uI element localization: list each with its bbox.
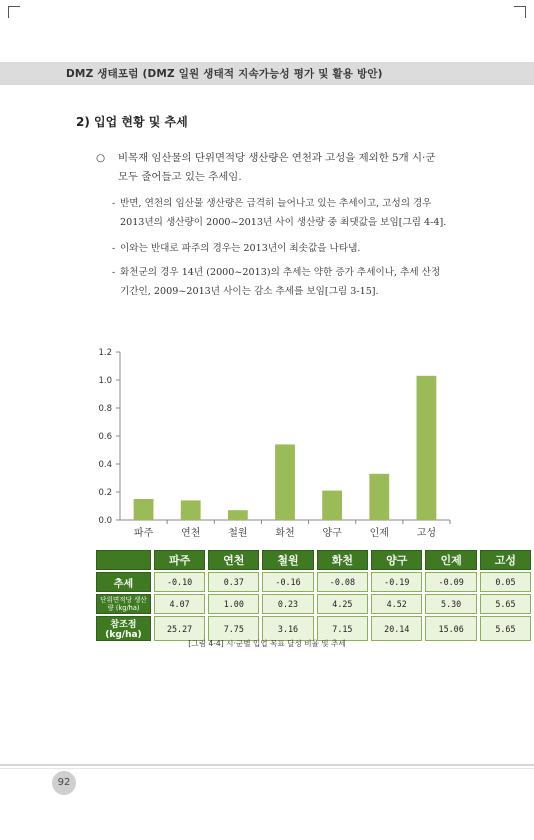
table-cell: 25.27 [154, 616, 205, 641]
x-tick-label: 파주 [133, 528, 154, 539]
crop-mark-top-left [8, 6, 20, 18]
crop-mark-top-right [514, 6, 526, 18]
main-bullet [96, 149, 476, 187]
table-cell: 4.52 [371, 594, 422, 614]
y-tick-label: 0.8 [98, 404, 112, 414]
bar-chart [80, 340, 460, 540]
chart-bar [181, 500, 201, 520]
chart-bar [228, 510, 248, 520]
dash-marker: - [112, 267, 116, 278]
chart-bar [369, 474, 389, 520]
table-header-cell: 연천 [208, 550, 259, 570]
table-cell: -0.19 [371, 572, 422, 592]
sub-line: 2013년의 생산량이 2000~2013년 사이 생산량 중 최댓값을 보임[그림 4-4]. [120, 217, 447, 228]
table-cell: 0.05 [480, 572, 531, 592]
sub-line: 화천군의 경우 14년 (2000~2013)의 추세는 약한 증가 추세이나, 추세 산정 [120, 267, 441, 278]
header-title: DMZ 생태포럼 (DMZ 일원 생태적 지속가능성 평가 및 활용 방안) [66, 68, 383, 80]
y-tick-label: 1.2 [98, 348, 112, 358]
bullet-line: 비목재 임산물의 단위면적당 생산량은 연천과 고성을 제외한 5개 시·군 [118, 152, 436, 164]
table-cell: -0.10 [154, 572, 205, 592]
sub-item [112, 263, 476, 301]
table-header-cell: 양구 [371, 550, 422, 570]
x-tick-label: 고성 [416, 528, 437, 539]
table-row [96, 594, 531, 614]
x-tick-label: 철원 [228, 528, 248, 539]
row-label: 추세 [96, 572, 151, 592]
table-cell: -0.09 [425, 572, 476, 592]
page-number: 92 [52, 771, 76, 795]
table-row [96, 572, 531, 592]
figure-caption: [그림 4-4] 시·군별 입업 목표 달성 비율 및 추세 [188, 639, 346, 648]
table-cell: 5.65 [480, 594, 531, 614]
table-header-cell: 화천 [317, 550, 368, 570]
table-cell: 4.07 [154, 594, 205, 614]
x-tick-label: 연천 [181, 528, 201, 539]
table-cell: 0.23 [262, 594, 313, 614]
table-corner [96, 550, 151, 570]
table-header-cell: 파주 [154, 550, 205, 570]
table-cell: 7.75 [208, 616, 259, 641]
y-tick-label: 0.0 [98, 516, 112, 526]
table-header-cell: 인제 [425, 550, 476, 570]
chart-bar [322, 491, 342, 520]
sub-line: 기간인, 2009~2013년 사이는 감소 추세를 보임[그림 3-15]. [120, 286, 379, 297]
sub-line: 반면, 연천의 임산물 생산량은 급격히 늘어나고 있는 추세이고, 고성의 경우 [120, 198, 432, 209]
table-cell: 0.37 [208, 572, 259, 592]
table-cell: -0.08 [317, 572, 368, 592]
table-cell: -0.16 [262, 572, 313, 592]
sub-line: 이와는 반대로 파주의 경우는 2013년이 최솟값을 나타냄. [120, 243, 361, 254]
table-cell: 7.15 [317, 616, 368, 641]
x-tick-label: 화천 [275, 528, 295, 539]
row-label: 단위면적당 생산량 (kg/ha) [96, 594, 151, 614]
y-tick-label: 1.0 [98, 376, 112, 386]
table-header-cell: 철원 [262, 550, 313, 570]
bullet-circle-icon: ○ [96, 152, 106, 164]
table-cell: 3.16 [262, 616, 313, 641]
chart-bar [134, 499, 154, 520]
chart-bar [275, 444, 295, 520]
x-tick-label: 인제 [369, 528, 389, 539]
table-header-cell: 고성 [480, 550, 531, 570]
sub-item [112, 239, 476, 258]
running-header [0, 62, 534, 85]
table-cell: 15.06 [425, 616, 476, 641]
bullet-text [96, 149, 476, 187]
row-label: 참조점(kg/ha) [96, 616, 151, 641]
table-cell: 20.14 [371, 616, 422, 641]
y-tick-label: 0.4 [98, 460, 112, 470]
chart-bar [417, 376, 437, 520]
table-cell: 5.65 [480, 616, 531, 641]
table-cell: 4.25 [317, 594, 368, 614]
sub-item [112, 194, 476, 232]
footer-rule [0, 764, 534, 769]
y-tick-label: 0.2 [98, 488, 112, 498]
x-tick-label: 양구 [322, 528, 342, 539]
section-title: 2) 입업 현황 및 추세 [76, 115, 188, 129]
dash-marker: - [112, 243, 116, 254]
y-tick-label: 0.6 [98, 432, 112, 442]
table-cell: 1.00 [208, 594, 259, 614]
bullet-line: 모두 줄어들고 있는 추세임. [118, 171, 242, 183]
data-table [93, 548, 534, 643]
dash-marker: - [112, 198, 116, 209]
table-cell: 5.30 [425, 594, 476, 614]
table-header-row [96, 550, 531, 570]
